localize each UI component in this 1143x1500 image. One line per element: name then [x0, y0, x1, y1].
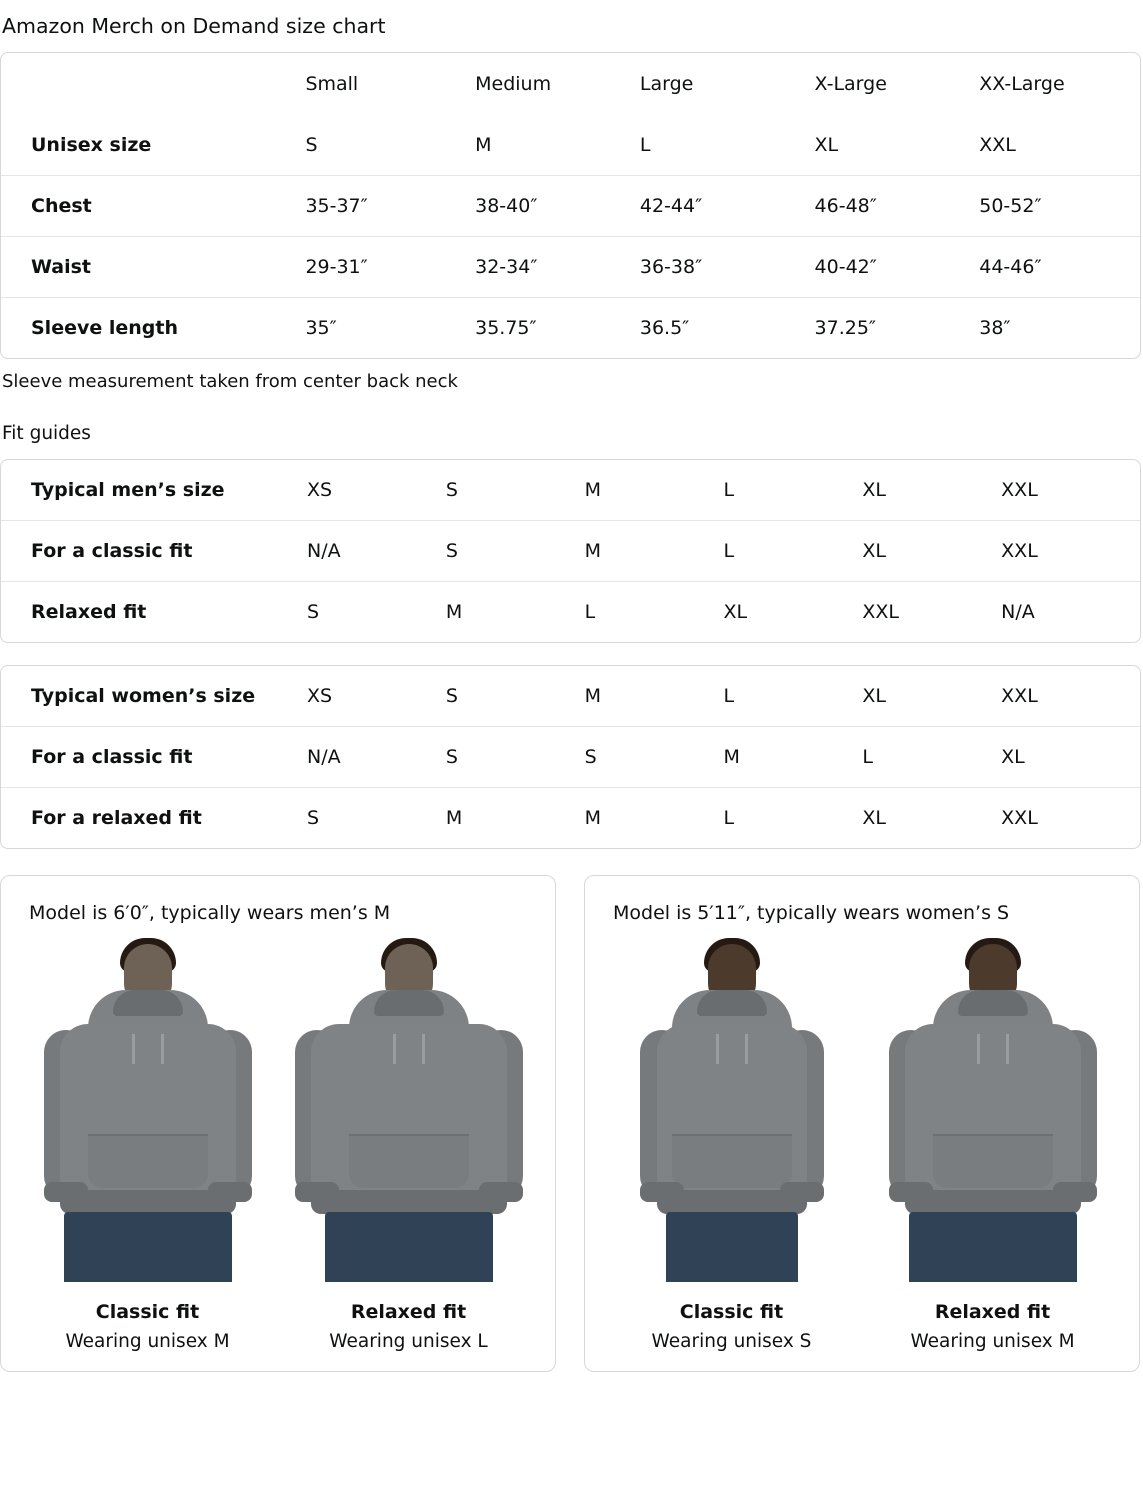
table-spacer — [0, 643, 1143, 665]
cell: XL — [723, 601, 748, 623]
hood-inner-shape — [374, 990, 444, 1016]
row-label-mens-classic-fit: For a classic fit — [1, 521, 307, 582]
hoodie-model-illustration — [617, 938, 847, 1283]
kangaroo-pocket — [672, 1134, 792, 1188]
row-label-mens-relaxed-fit: Relaxed fit — [31, 601, 147, 623]
row-label-sleeve-length: Sleeve length — [31, 317, 178, 339]
table-row — [1, 788, 1140, 849]
fit-label: Relaxed fit — [934, 1301, 1051, 1323]
cell: XXL — [1001, 460, 1140, 521]
cell: XL — [862, 460, 1001, 521]
cell: XXL — [862, 601, 899, 623]
cell: XL — [815, 115, 980, 176]
row-label-unisex-size: Unisex size — [1, 115, 305, 176]
cell: XXL — [1001, 666, 1140, 727]
hoodie-hem — [60, 1190, 236, 1214]
sleeve-note: Sleeve measurement taken from center back neck — [2, 371, 458, 392]
model-figure-pair — [17, 932, 539, 1355]
cell: XL — [1001, 727, 1140, 788]
cell: L — [723, 807, 735, 829]
cell: S — [446, 460, 585, 521]
cell: 37.25″ — [814, 317, 877, 339]
kangaroo-pocket — [88, 1134, 208, 1188]
table-row — [1, 521, 1140, 582]
mens-fit-guide-table — [0, 459, 1141, 643]
drawstring-left — [977, 1034, 980, 1064]
cell: XXL — [1001, 521, 1140, 582]
column-header-blank — [1, 53, 305, 115]
drawstring-right — [161, 1034, 164, 1064]
model-cards — [0, 849, 1143, 1372]
wearing-label: Wearing unisex M — [910, 1331, 1075, 1352]
cell: M — [585, 666, 724, 727]
table-row — [1, 115, 1140, 176]
cell: S — [305, 115, 475, 176]
table-row — [1, 176, 1140, 237]
hoodie-model-illustration — [878, 938, 1108, 1283]
fit-label: Classic fit — [95, 1301, 200, 1323]
table-header-row — [1, 53, 1140, 115]
cell: S — [446, 521, 585, 582]
cell: S — [446, 666, 585, 727]
hoodie-model-illustration — [33, 938, 263, 1283]
cell: M — [445, 807, 463, 829]
hoodie-hem — [905, 1190, 1081, 1214]
hood-inner-shape — [113, 990, 183, 1016]
row-label-typical-mens-size: Typical men’s size — [1, 460, 307, 521]
cell: 32-34″ — [475, 237, 640, 298]
row-label-womens-relaxed-fit: For a relaxed fit — [31, 807, 202, 829]
drawstring-right — [422, 1034, 425, 1064]
cell: N/A — [307, 521, 446, 582]
jeans — [666, 1212, 798, 1282]
cell: L — [862, 727, 1001, 788]
model-card-caption: Model is 5′11″, typically wears women’s S — [613, 902, 1010, 924]
cell: 40-42″ — [815, 237, 980, 298]
kangaroo-pocket — [349, 1134, 469, 1188]
hoodie-hem — [657, 1190, 807, 1214]
table-row — [1, 298, 1140, 359]
cell: M — [584, 807, 602, 829]
cell: N/A — [307, 727, 446, 788]
model-figure-womens-relaxed — [867, 938, 1119, 1355]
cell: XS — [307, 666, 446, 727]
model-figure-mens-classic — [22, 938, 274, 1355]
cell: 50-52″ — [979, 176, 1140, 237]
cell: 35″ — [305, 317, 337, 339]
jeans — [325, 1212, 493, 1282]
cell: 29-31″ — [305, 237, 475, 298]
hood-inner-shape — [958, 990, 1028, 1016]
wearing-label: Wearing unisex L — [329, 1331, 488, 1352]
cell: M — [475, 115, 640, 176]
drawstring-left — [393, 1034, 396, 1064]
hood-inner-shape — [697, 990, 767, 1016]
cell: S — [307, 601, 320, 623]
cell: 35-37″ — [305, 176, 475, 237]
cell: XXL — [1001, 807, 1038, 829]
row-label-typical-womens-size: Typical women’s size — [1, 666, 307, 727]
wearing-label: Wearing unisex M — [65, 1331, 230, 1352]
cell: XL — [862, 807, 886, 829]
model-card-womens — [584, 875, 1140, 1372]
cell: 38-40″ — [475, 176, 640, 237]
cell: L — [724, 521, 863, 582]
table-row — [1, 460, 1140, 521]
fit-label: Classic fit — [679, 1301, 784, 1323]
size-chart-table — [0, 52, 1141, 359]
cell: N/A — [1001, 601, 1035, 623]
table-row — [1, 666, 1140, 727]
wearing-label: Wearing unisex S — [651, 1331, 812, 1352]
page-title: Amazon Merch on Demand size chart — [2, 14, 386, 38]
table-row — [1, 237, 1140, 298]
cell: 46-48″ — [815, 176, 980, 237]
cell: 38″ — [979, 317, 1011, 339]
row-label-chest: Chest — [1, 176, 305, 237]
cell: L — [724, 666, 863, 727]
hoodie-model-illustration — [294, 938, 524, 1283]
cell: L — [724, 460, 863, 521]
cell: S — [307, 807, 320, 829]
row-label-waist: Waist — [1, 237, 305, 298]
column-header-small: Small — [305, 73, 359, 95]
column-header-medium: Medium — [475, 73, 552, 95]
cell: 44-46″ — [979, 237, 1140, 298]
cell: M — [445, 601, 463, 623]
drawstring-right — [1006, 1034, 1009, 1064]
hoodie-hem — [311, 1190, 507, 1214]
cell: M — [585, 460, 724, 521]
table-row — [1, 727, 1140, 788]
model-card-caption: Model is 6′0″, typically wears men’s M — [29, 902, 391, 924]
column-header-large: Large — [639, 73, 694, 95]
cell: 35.75″ — [475, 317, 537, 339]
kangaroo-pocket — [933, 1134, 1053, 1188]
drawstring-left — [716, 1034, 719, 1064]
jeans — [909, 1212, 1077, 1282]
cell: XXL — [979, 115, 1140, 176]
cell: L — [584, 601, 596, 623]
column-header-x-large: X-Large — [814, 73, 887, 95]
cell: 36-38″ — [640, 237, 815, 298]
model-figure-mens-relaxed — [283, 938, 535, 1355]
womens-fit-guide-table — [0, 665, 1141, 849]
model-card-mens — [0, 875, 556, 1372]
table-row — [1, 582, 1140, 643]
cell: XS — [307, 460, 446, 521]
cell: 36.5″ — [639, 317, 690, 339]
drawstring-left — [132, 1034, 135, 1064]
model-figure-pair — [601, 932, 1123, 1355]
cell: XL — [862, 521, 1001, 582]
column-header-xx-large: XX-Large — [979, 73, 1065, 95]
row-label-womens-classic-fit: For a classic fit — [1, 727, 307, 788]
jeans — [64, 1212, 232, 1282]
drawstring-right — [745, 1034, 748, 1064]
fit-label: Relaxed fit — [350, 1301, 467, 1323]
cell: S — [585, 727, 724, 788]
cell: S — [446, 727, 585, 788]
model-figure-womens-classic — [606, 938, 858, 1355]
fit-guides-label: Fit guides — [2, 423, 91, 444]
cell: L — [640, 115, 815, 176]
cell: M — [585, 521, 724, 582]
cell: XL — [862, 666, 1001, 727]
cell: M — [724, 727, 863, 788]
cell: 42-44″ — [640, 176, 815, 237]
